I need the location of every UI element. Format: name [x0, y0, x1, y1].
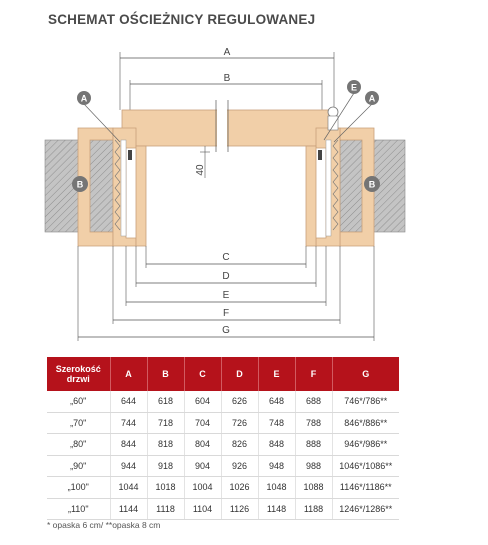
table-row	[47, 455, 399, 477]
value-cell: 1146*/1186**	[332, 477, 399, 499]
value-cell: 1018	[147, 477, 184, 499]
value-cell: 1118	[147, 498, 184, 520]
value-cell: 1004	[184, 477, 221, 499]
depth-label: 40	[195, 164, 206, 176]
value-cell: 1246*/1286**	[332, 498, 399, 520]
value-cell: 648	[258, 391, 295, 412]
table-row	[47, 434, 399, 456]
column-header: B	[147, 357, 184, 391]
value-cell: 918	[147, 455, 184, 477]
value-cell: 1026	[221, 477, 258, 499]
svg-text:A: A	[368, 93, 376, 104]
column-header: Szerokość drzwi	[47, 357, 110, 391]
dim-label-a: A	[223, 47, 231, 58]
value-cell: 718	[147, 412, 184, 434]
value-cell: 1144	[110, 498, 147, 520]
column-header: E	[258, 357, 295, 391]
value-cell: 644	[110, 391, 147, 412]
right-jamb	[306, 107, 405, 246]
value-cell: 946*/986**	[332, 434, 399, 456]
value-cell: 846*/886**	[332, 412, 399, 434]
value-cell: 688	[295, 391, 332, 412]
footnote: * opaska 6 cm/ **opaska 8 cm	[47, 520, 161, 530]
left-jamb	[45, 128, 146, 246]
value-cell: 744	[110, 412, 147, 434]
dim-label-d: D	[222, 271, 230, 282]
value-cell: 618	[147, 391, 184, 412]
value-cell: 818	[147, 434, 184, 456]
table-row	[47, 412, 399, 434]
size-cell: „70"	[47, 412, 110, 434]
dimensions-table	[47, 357, 399, 520]
column-header: C	[184, 357, 221, 391]
value-cell: 1188	[295, 498, 332, 520]
value-cell: 1088	[295, 477, 332, 499]
table-row	[47, 391, 399, 412]
table-row	[47, 477, 399, 499]
dim-label-f: F	[222, 308, 230, 319]
dim-label-b: B	[223, 73, 231, 84]
size-cell: „60"	[47, 391, 110, 412]
value-cell: 844	[110, 434, 147, 456]
value-cell: 926	[221, 455, 258, 477]
value-cell: 1046*/1086**	[332, 455, 399, 477]
dimension-b	[130, 73, 322, 110]
svg-text:A: A	[80, 93, 88, 104]
depth-dimension	[195, 146, 210, 178]
value-cell: 1048	[258, 477, 295, 499]
svg-text:B: B	[368, 179, 376, 190]
size-cell: „90"	[47, 455, 110, 477]
dim-label-c: C	[222, 252, 230, 263]
wall-label-right	[364, 176, 380, 192]
value-cell: 726	[221, 412, 258, 434]
value-cell: 988	[295, 455, 332, 477]
table-header-row	[47, 357, 399, 391]
value-cell: 626	[221, 391, 258, 412]
value-cell: 1126	[221, 498, 258, 520]
value-cell: 1044	[110, 477, 147, 499]
value-cell: 948	[258, 455, 295, 477]
value-cell: 1104	[184, 498, 221, 520]
value-cell: 904	[184, 455, 221, 477]
column-header: G	[332, 357, 399, 391]
wall-label-left	[72, 176, 88, 192]
value-cell: 1148	[258, 498, 295, 520]
value-cell: 826	[221, 434, 258, 456]
column-header: F	[295, 357, 332, 391]
value-cell: 944	[110, 455, 147, 477]
value-cell: 788	[295, 412, 332, 434]
value-cell: 604	[184, 391, 221, 412]
value-cell: 804	[184, 434, 221, 456]
size-cell: „100"	[47, 477, 110, 499]
dim-label-e: E	[222, 290, 230, 301]
svg-text:E: E	[350, 82, 358, 93]
value-cell: 888	[295, 434, 332, 456]
svg-text:B: B	[76, 179, 84, 190]
value-cell: 748	[258, 412, 295, 434]
table-row	[47, 498, 399, 520]
page-title: SCHEMAT OŚCIEŻNICY REGULOWANEJ	[48, 12, 316, 27]
value-cell: 746*/786**	[332, 391, 399, 412]
value-cell: 704	[184, 412, 221, 434]
dim-label-g: G	[222, 325, 230, 336]
value-cell: 848	[258, 434, 295, 456]
size-cell: „110"	[47, 498, 110, 520]
size-cell: „80"	[47, 434, 110, 456]
column-header: D	[221, 357, 258, 391]
column-header: A	[110, 357, 147, 391]
dimension-c	[146, 246, 306, 268]
